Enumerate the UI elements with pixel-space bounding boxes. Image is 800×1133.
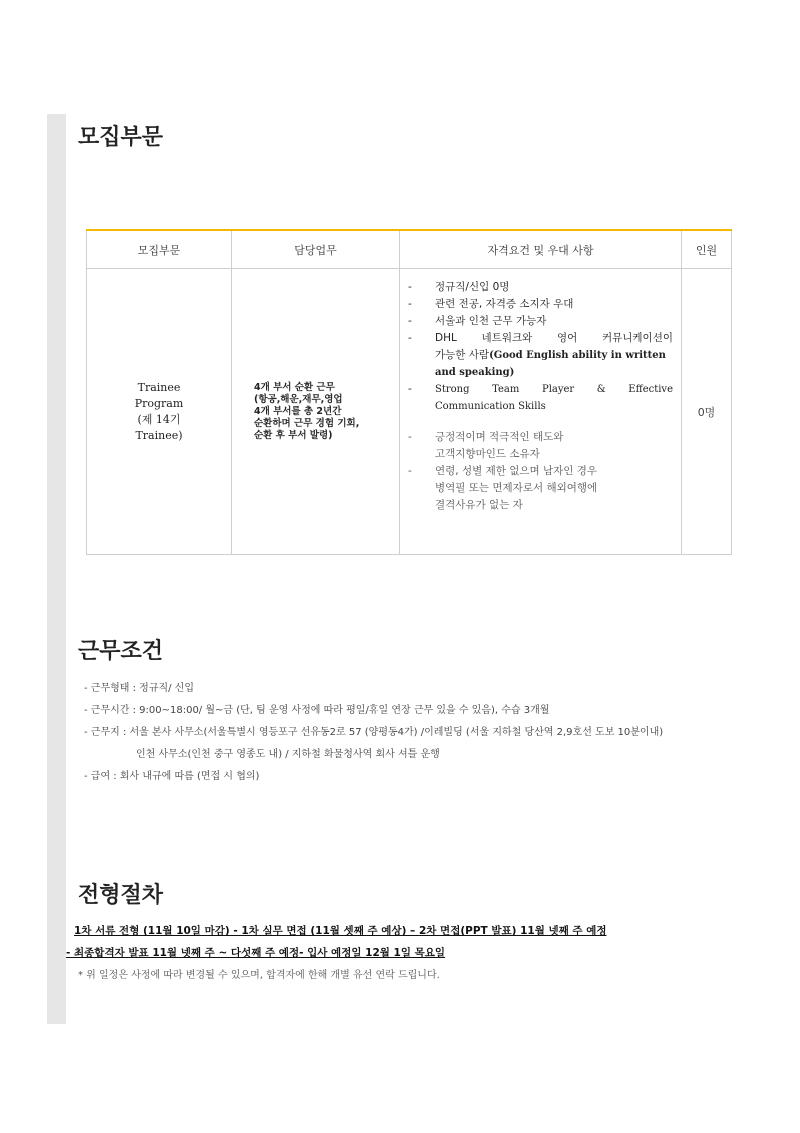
part-line: (제 14기 bbox=[137, 412, 181, 426]
cell-quals bbox=[400, 269, 682, 555]
header-headcount: 인원 bbox=[682, 230, 732, 269]
duty-line: (항공,해운,재무,영업 bbox=[254, 393, 343, 405]
sidebar-bar bbox=[47, 114, 66, 1024]
duty-line: 4개 부서 순환 근무 bbox=[254, 381, 335, 393]
part-line: Trainee bbox=[137, 380, 181, 394]
duty-line: 4개 부서를 총 2년간 bbox=[254, 405, 342, 417]
condition-hours: - 근무시간 : 9:00~18:00/ 월~금 (단, 팀 운영 사정에 따라 평일/휴일 연장 근무 있을 수 있음), 수습 3개월 bbox=[84, 705, 550, 716]
table-header-row bbox=[87, 230, 732, 269]
part-line: Program bbox=[134, 396, 184, 410]
list-item: - Strong Team Player & Effective Communication Skills bbox=[408, 383, 673, 412]
cell-headcount: 0명 bbox=[682, 269, 732, 555]
header-part: 모집부문 bbox=[87, 230, 232, 269]
condition-type: - 근무형태 : 정규직/ 신입 bbox=[84, 683, 195, 694]
list-item: - 서울과 인천 근무 가능자 bbox=[408, 315, 547, 327]
process-note: * 위 일정은 사정에 따라 변경될 수 있으며, 합격자에 한해 개별 유선 연락 드립니다. bbox=[78, 970, 440, 981]
part-line: Trainee) bbox=[135, 428, 183, 442]
list-item: - 정규직/신입 0명 bbox=[408, 281, 510, 293]
process-line-2: - 최종합격자 발표 11월 넷째 주 ~ 다섯째 주 예정- 입사 예정일 12월 1일 목요일 bbox=[66, 947, 446, 959]
section-title-process: 전형절차 bbox=[78, 883, 164, 908]
list-item: - 연령, 성별 제한 없으며 남자인 경우 병역필 또는 면제자로서 해외여행에 결격사유가 없는 자 bbox=[408, 465, 598, 511]
cell-part bbox=[87, 269, 232, 555]
process-line-1: 1차 서류 전형 (11월 10일 마감) - 1차 실무 면접 (11월 셋째 주 예상) – 2차 면접(PPT 발표) 11월 넷째 주 예정 bbox=[74, 925, 607, 937]
process-steps bbox=[66, 920, 607, 964]
header-duty: 담당업무 bbox=[232, 230, 400, 269]
section-title-recruit: 모집부문 bbox=[78, 125, 164, 150]
duty-line: 순환하며 근무 경험 기회, bbox=[254, 417, 360, 429]
list-item: - DHL 네트워크와 영어 커뮤니케이션이 가능한 사람(Good English ability in written and speaking) bbox=[408, 332, 673, 378]
recruit-table bbox=[86, 229, 732, 555]
cell-duty bbox=[232, 269, 400, 555]
list-item: - 관련 전공, 자격증 소지자 우대 bbox=[408, 298, 574, 310]
list-item: - 긍정적이며 적극적인 태도와 고객지향마인드 소유자 bbox=[408, 431, 564, 460]
section-title-conditions: 근무조건 bbox=[78, 639, 164, 664]
condition-location: - 근무지 : 서울 본사 사무소(서울특별시 영등포구 선유동2로 57 (양평동4가) /이레빌딩 (서울 지하철 당산역 2,9호선 도보 10분이내) bbox=[84, 727, 664, 738]
recruit-table-wrap bbox=[86, 229, 731, 555]
table-row bbox=[87, 269, 732, 555]
duty-line: 순환 후 부서 발령) bbox=[254, 429, 333, 441]
condition-location-2: 인천 사무소(인천 중구 영종도 내) / 지하철 화물청사역 회사 셔틀 운행 bbox=[136, 749, 440, 760]
conditions-list bbox=[84, 678, 663, 788]
header-quals: 자격요건 및 우대 사항 bbox=[400, 230, 682, 269]
quals-list bbox=[408, 279, 673, 514]
condition-salary: - 급여 : 회사 내규에 따름 (면접 시 협의) bbox=[84, 771, 260, 782]
